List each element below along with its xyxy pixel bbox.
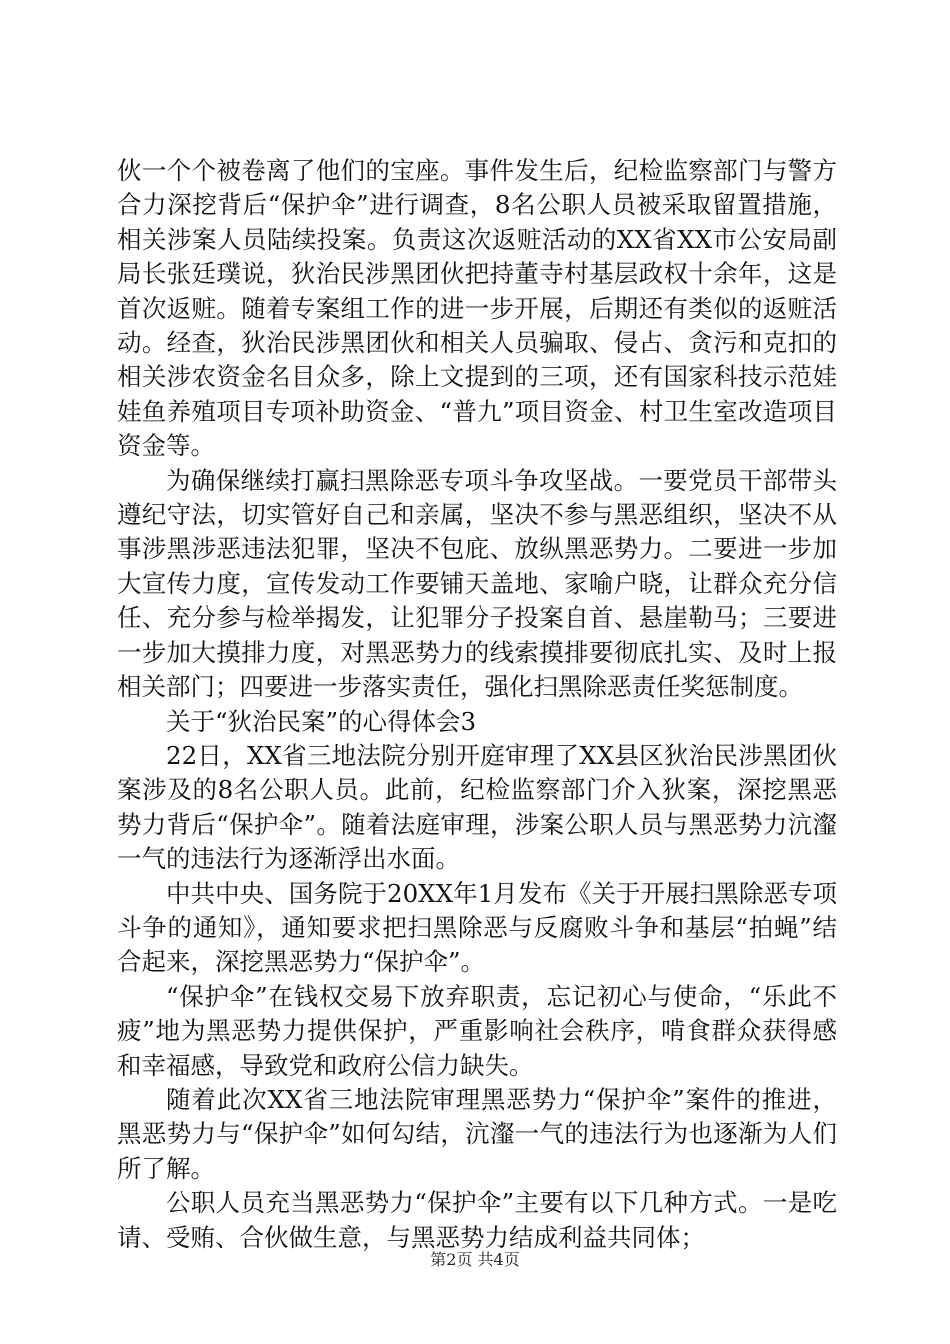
page-number-footer: 第2页 共4页 [430, 1250, 520, 1269]
paragraph: 为确保继续打赢扫黑除恶专项斗争攻坚战。一要党员干部带头遵纪守法，切实管好自己和亲属，坚决不参与黑恶组织，坚决不从事涉黑涉恶违法犯罪，坚决不包庇、放纵黑恶势力。二要进一步加大宣传力度，宣传发动工作要铺天盖地、家喻户晓，让群众充分信任、充分参与检举揭发，让犯罪分子投案自首、悬崖勒马；三要进一步加大摸排力度，对黑恶势力的线索摸排要彻底扎实、及时上报相关部门；四要进一步落实责任，强化扫黑除恶责任奖惩制度。 [117, 465, 837, 702]
section-heading: 关于“狄治民案”的心得体会3 [166, 706, 477, 736]
paragraph: 中共中央、国务院于20XX年1月发布《关于开展扫黑除恶专项斗争的通知》，通知要求把扫黑除恶与反腐败斗争和基层“拍蝇”结合起来，深挖黑恶势力“保护伞”。 [117, 878, 837, 977]
paragraph: 随着此次XX省三地法院审理黑恶势力“保护伞”案件的推进，黑恶势力与“保护伞”如何勾结，沆瀣一气的违法行为也逐渐为人们所了解。 [117, 1084, 837, 1183]
paragraph: 公职人员充当黑恶势力“保护伞”主要有以下几种方式。一是吃请、受贿、合伙做生意，与黑恶势力结成利益共同体； [117, 1188, 837, 1252]
paragraph: “保护伞”在钱权交易下放弃职责，忘记初心与使命，“乐此不疲”地为黑恶势力提供保护，严重影响社会秩序，啃食群众获得感和幸福感，导致党和政府公信力缺失。 [117, 981, 837, 1080]
paragraph-continued: 伙一个个被卷离了他们的宝座。事件发生后，纪检监察部门与警方合力深挖背后“保护伞”进行调查，8名公职人员被采取留置措施，相关涉案人员陆续投案。负责这次返赃活动的XX省XX市公安局副局长张廷璞说，狄治民涉黑团伙把持董寺村基层政权十余年，这是首次返赃。随着专案组工作的进一步开展，后期还有类似的返赃活动。经查，狄治民涉黑团伙和相关人员骗取、侵占、贪污和克扣的相关涉农资金名目众多，除上文提到的三项，还有国家科技示范娃娃鱼养殖项目专项补助资金、“普九”项目资金、村卫生室改造项目资金等。 [117, 156, 837, 461]
paragraph: 22日，XX省三地法院分别开庭审理了XX县区狄治民涉黑团伙案涉及的8名公职人员。此前，纪检监察部门介入狄案，深挖黑恶势力背后“保护伞”。随着法庭审理，涉案公职人员与黑恶势力沆瀣一气的违法行为逐渐浮出水面。 [117, 740, 837, 874]
document-body [117, 154, 837, 1255]
